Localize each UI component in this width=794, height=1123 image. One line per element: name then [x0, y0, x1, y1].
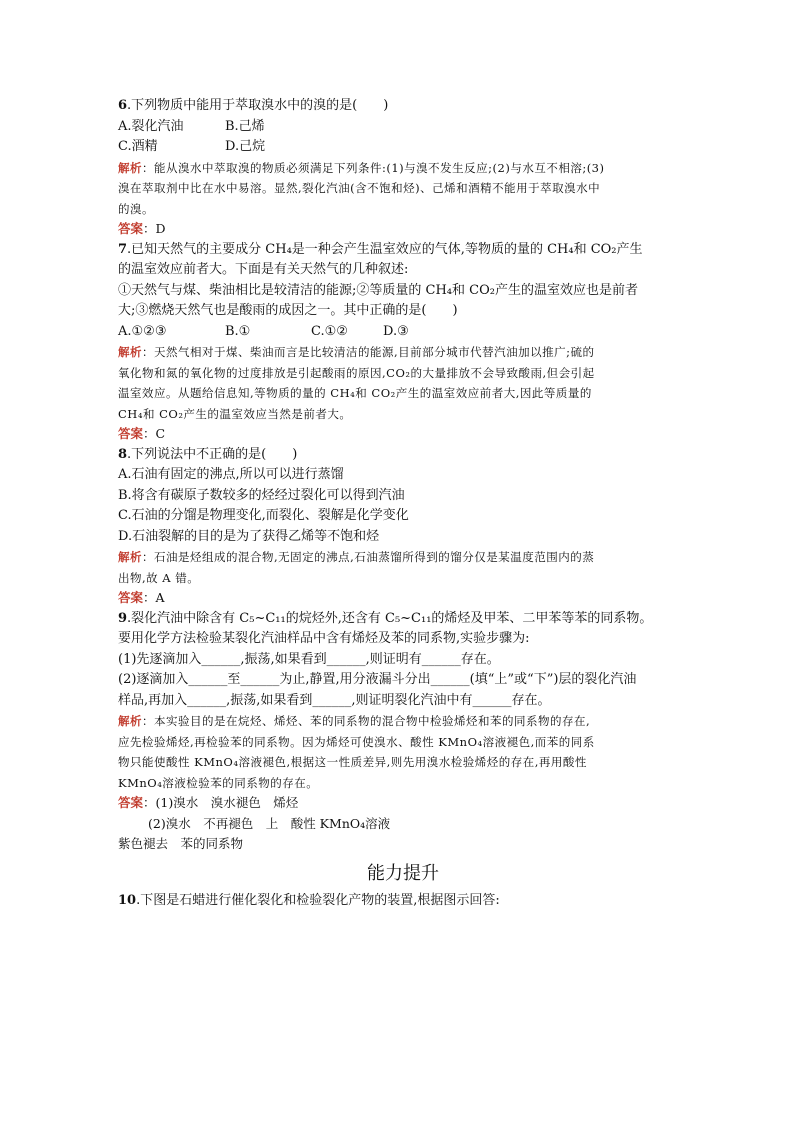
option-c: C.酒精	[118, 139, 158, 154]
question-9-stem-line4: (2)逐滴加入______至______为止,静置,用分液漏斗分出______(填“上”或“下”)层的裂化汽油	[118, 672, 637, 687]
question-6-stem: 6.下列物质中能用于萃取溴水中的溴的是( )	[118, 98, 389, 113]
option-b: B.己烯	[225, 118, 265, 134]
question-6-explanation-line2: 溴在萃取剂中比在水中易溶。显然,裂化汽油(含不饱和烃)、己烯和酒精不能用于萃取溴水中	[118, 181, 601, 195]
question-9-answer-line2: (2)溴水 不再褪色 上 酸性 KMnO₄溶液	[148, 815, 391, 831]
question-8-option-a: A.石油有固定的沸点,所以可以进行蒸馏	[118, 467, 344, 482]
question-9-stem-line5: 样品,再加入______,振荡,如果看到______,则证明裂化汽油中有______存在。	[118, 692, 551, 708]
question-9-explanation-line4: KMnO₄溶液检验苯的同系物的存在。	[118, 775, 319, 790]
question-7-stem-line4: 大;③燃烧天然气也是酸雨的成因之一。其中正确的是( )	[118, 303, 458, 318]
question-7-explanation-line4: CH₄和 CO₂产生的温室效应当然是前者大。	[118, 406, 352, 421]
question-7-answer: 答案：C	[118, 426, 166, 441]
question-7-stem: 7.已知天然气的主要成分 CH₄是一种会产生温室效应的气体,等物质的量的 CH₄和 CO₂产生	[118, 241, 643, 257]
question-9-explanation-line2: 应先检验烯烃,再检验苯的同系物。因为烯烃可使溴水、酸性 KMnO₄溶液褪色,而苯的同系	[118, 734, 595, 749]
question-8-stem: 8.下列说法中不正确的是( )	[118, 446, 298, 462]
question-9-stem: 9.裂化汽油中除含有 C₅~C₁₁的烷烃外,还含有 C₅~C₁₁的烯烃及甲苯、二甲苯等苯的同系物。	[118, 610, 653, 626]
question-7-options	[118, 322, 688, 343]
question-6-explanation: 解析：能从溴水中萃取溴的物质必须满足下列条件:(1)与溴不发生反应;(2)与水互不相溶;(3)	[118, 160, 605, 175]
option-a: A.①②③	[118, 323, 167, 339]
question-7-stem-line3: ①天然气与煤、柴油相比是较清洁的能源;②等质量的 CH₄和 CO₂产生的温室效应也是前者	[118, 282, 638, 298]
question-6-options-row2	[118, 137, 688, 158]
question-9-stem-line2: 要用化学方法检验某裂化汽油样品中含有烯烃及苯的同系物,实验步骤为:	[118, 631, 530, 646]
question-8-option-b: B.将含有碳原子数较多的烃经过裂化可以得到汽油	[118, 487, 405, 503]
option-a: A.裂化汽油	[118, 118, 184, 134]
question-6-explanation-line3: 的溴。	[118, 201, 154, 216]
question-6-options-row1	[118, 117, 688, 138]
section-title: 能力提升	[367, 862, 439, 884]
question-9-answer-line3: 紫色褪去 苯的同系物	[118, 836, 244, 851]
question-7-explanation-line3: 温室效应。从题给信息知,等物质的量的 CH₄和 CO₂产生的温室效应前者大,因此等质量的	[118, 386, 592, 400]
option-c: C.①②	[311, 323, 348, 339]
question-8-explanation-line2: 出物,故 A 错。	[118, 570, 200, 585]
document-page	[118, 96, 688, 911]
question-9-explanation: 解析：本实验目的是在烷烃、烯烃、苯的同系物的混合物中检验烯烃和苯的同系物的存在,	[118, 714, 591, 728]
question-8-option-d: D.石油裂解的目的是为了获得乙烯等不饱和烃	[118, 528, 380, 544]
question-6-answer: 答案：D	[118, 221, 166, 236]
question-8-answer: 答案：A	[118, 590, 165, 605]
option-d: D.己烷	[225, 139, 266, 154]
question-8-explanation: 解析：石油是烃组成的混合物,无固定的沸点,石油蒸馏所得到的馏分仅是某温度范围内的蒸	[118, 550, 595, 564]
question-9-stem-line3: (1)先逐滴加入______,振荡,如果看到______,则证明有______存在。	[118, 651, 500, 667]
question-8-option-c: C.石油的分馏是物理变化,而裂化、裂解是化学变化	[118, 508, 409, 523]
question-7-explanation-line2: 氧化物和氮的氧化物的过度排放是引起酸雨的原因,CO₂的大量排放不会导致酸雨,但会引起	[118, 365, 595, 380]
question-9-explanation-line3: 物只能使酸性 KMnO₄溶液褪色,根据这一性质差异,则先用溴水检验烯烃的存在,再用酸性	[118, 755, 587, 769]
option-d: D.③	[383, 323, 409, 339]
question-7-explanation: 解析：天然气相对于煤、柴油而言是比较清洁的能源,目前部分城市代替汽油加以推广;硫的	[118, 345, 595, 359]
option-b: B.①	[225, 323, 251, 339]
question-9-answer: 答案：(1)溴水 溴水褪色 烯烃	[118, 795, 299, 810]
question-10-stem: 10.下图是石蜡进行催化裂化和检验裂化产物的装置,根据图示回答:	[118, 892, 500, 908]
question-7-stem-line2: 的温室效应前者大。下面是有关天然气的几种叙述:	[118, 262, 409, 277]
